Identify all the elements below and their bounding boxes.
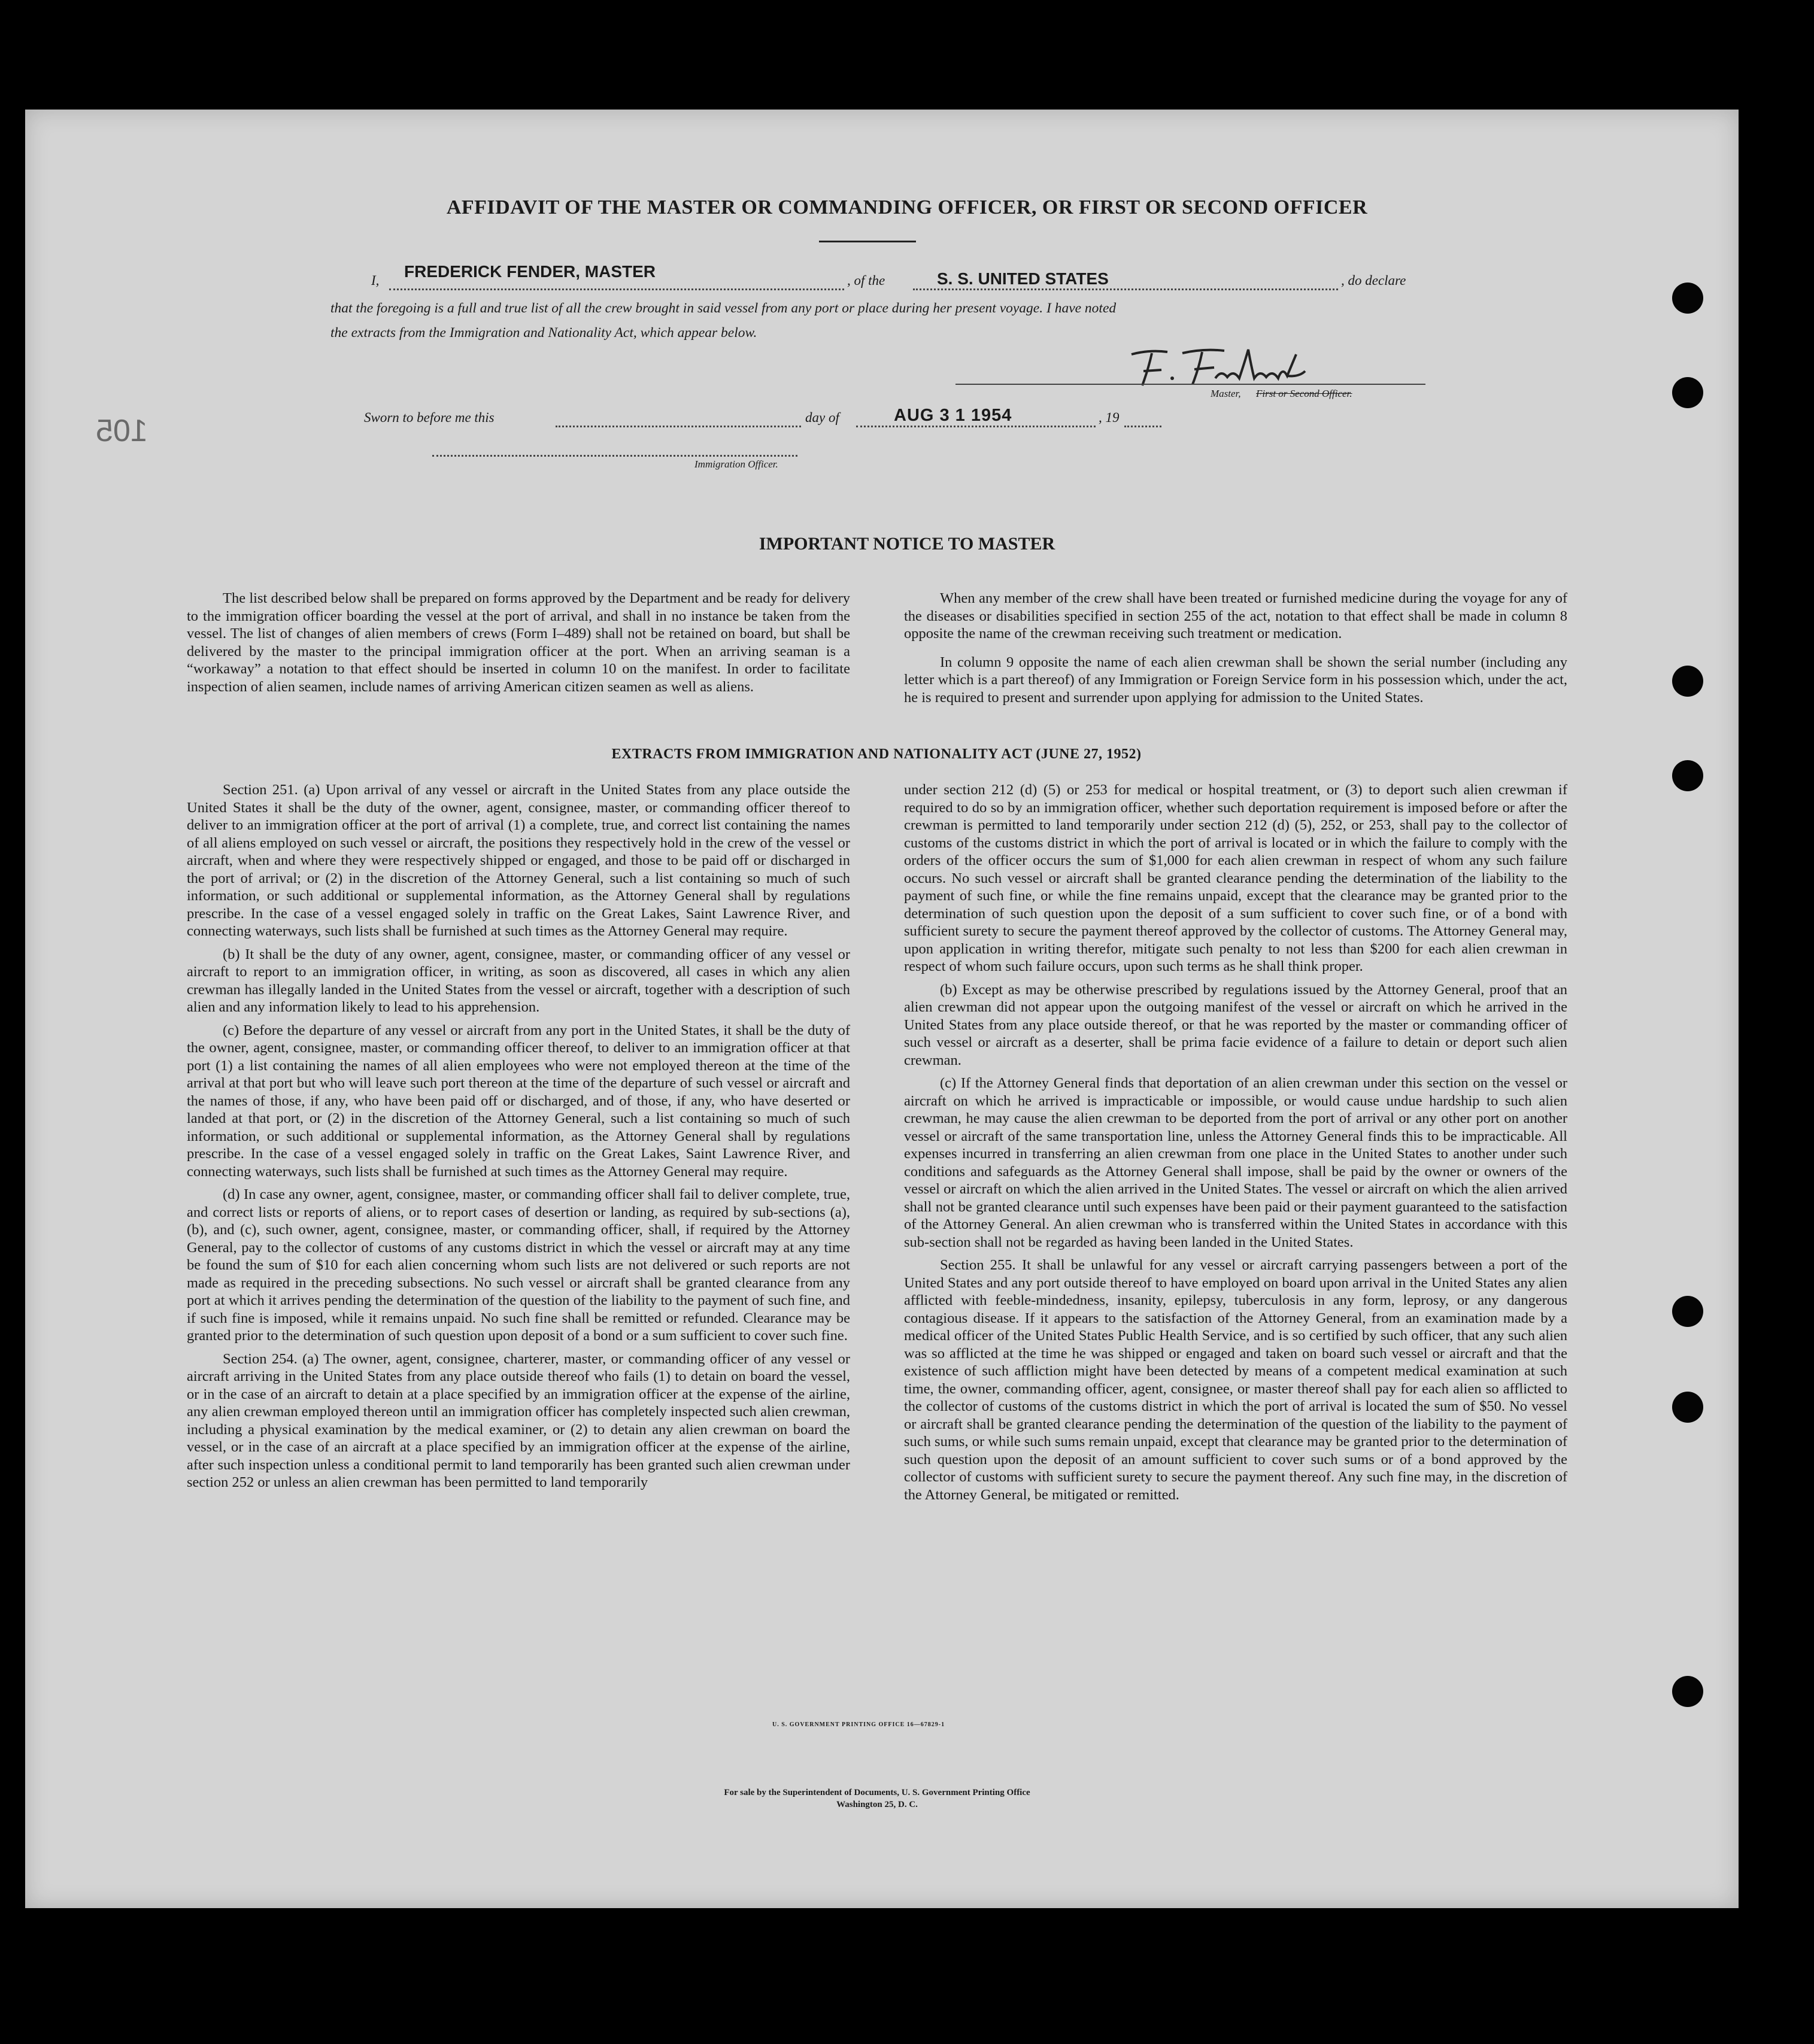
extracts-title: EXTRACTS FROM IMMIGRATION AND NATIONALITY ACT (JUNE 27, 1952) [611, 746, 1142, 762]
sale-notice-address: Washington 25, D. C. [836, 1800, 918, 1809]
sworn-month-line [856, 426, 1096, 427]
officer-label: Immigration Officer. [694, 458, 778, 470]
section-251-c: (c) Before the departure of any vessel or aircraft from any port in the United States, it shall be the duty of the owner, agent, consignee, master, or commanding officer thereof, to deliver to an immigration officer at that port (1) a list containing the names of all alien employees who were not employed thereon at the time of the arrival at that port but who will leave such port thereon at the time of the departure of such vessel or aircraft and the names of those, if any, who have been paid off or discharged, and of those, if any, who have deserted or landed at that port, or (2) in the discretion of the Attorney General, such a list containing so much of such information, or such additional or supplemental information, as the Attorney General shall by regulations prescribe. In the case of a vessel engaged solely in traffic on the Great Lakes, Saint Lawrence River, and connecting waterways, such lists shall be furnished at such times as the Attorney General may require. [187, 1022, 850, 1180]
sworn-day-line [556, 426, 801, 427]
notice-right-paragraph-2: In column 9 opposite the name of each alien crewman shall be shown the serial number (including any letter which is a part thereof) of any Immigration or Foreign Service form in his possession which, under the act, he is required to present and surrender upon applying for admission to the United States. [904, 654, 1567, 706]
of-the-label: , of the [847, 273, 885, 288]
notice-title: IMPORTANT NOTICE TO MASTER [759, 534, 1055, 554]
day-of-label: day of [805, 410, 839, 425]
punch-hole [1672, 1392, 1703, 1423]
year-line [1124, 426, 1161, 427]
punch-hole [1672, 666, 1703, 697]
sworn-label: Sworn to before me this [364, 410, 495, 425]
master-label: Master, [1211, 388, 1241, 399]
section-254-a: Section 254. (a) The owner, agent, consignee, charterer, master, or commanding officer of any vessel or aircraft arriving in the United States from any place outside thereof who fails (1) to detain on board the vessel, or in the case of an aircraft to detain at a place specified by an immigration officer at the expense of the airline, any alien crewman employed thereon until an immigration officer has completely inspected such alien crewman, including a physical examination by the medical examiner, or (2) to detain any alien crewman on board the vessel, or in the case of an aircraft at a place specified by an immigration officer at the expense of the airline, after such inspection unless a conditional permit to land temporarily has been granted such alien crewman under section 252 or unless an alien crewman has been permitted to land temporarily [187, 1350, 850, 1490]
notice-left-column [187, 590, 850, 695]
officer-signature-line [432, 455, 797, 457]
declarant-name[interactable]: FREDERICK FENDER, MASTER [404, 262, 656, 281]
declarant-line [389, 288, 844, 290]
declaration-line-3: the extracts from the Immigration and Nationality Act, which appear below. [330, 325, 757, 341]
date-stamp: AUG 3 1 1954 [894, 406, 1012, 425]
do-declare-label: , do declare [1341, 273, 1406, 288]
title-underline [819, 241, 916, 242]
punch-hole [1672, 760, 1703, 791]
struck-officer-label: First or Second Officer. [1256, 388, 1352, 399]
section-254-b: (b) Except as may be otherwise prescribed by regulations issued by the Attorney General, proof that an alien crewman did not appear upon the outgoing manifest of the vessel or aircraft on which he arrived in the United States from any place outside thereof, or that he was reported by the master or commanding officer of such vessel or aircraft as a deserter, shall be prima facie evidence of a failure to detain or deport such alien crewman. [904, 981, 1567, 1068]
section-255: Section 255. It shall be unlawful for any vessel or aircraft carrying passengers between a port of the United States and any port outside thereof to have employed on board upon arrival in the United States any alien afflicted with feeble-mindedness, insanity, epilepsy, tuberculosis in any form, leprosy, or any dangerous contagious disease. If it appears to the satisfaction of the Attorney General, from an examination made by a medical officer of the United States Public Health Service, and is so certified by such officer, that any such alien was so afflicted at the time he was shipped or engaged and taken on board such vessel or aircraft and that the existence of such affliction might have been detected by means of a competent medical examination at such time, the owner, commanding officer, agent, consignee, or master thereof shall pay for each alien so afflicted to the collector of customs of the customs district in which the port of arrival is located the sum of $50. No vessel or aircraft shall be granted clearance pending the determination of the question of the liability to the payment of such sums, or while such sums remain unpaid, except that clearance may be granted prior to the determination of such question upon the deposit of an amount sufficient to cover such sums or of a bond approved by the collector of customs with sufficient surety to secure the payment thereof. Any such fine may, in the discretion of the Attorney General, be mitigated or remitted. [904, 1257, 1567, 1503]
i-label: I, [371, 273, 380, 288]
punch-hole [1672, 283, 1703, 314]
notice-left-paragraph: The list described below shall be prepared on forms approved by the Department and be ready for delivery to the immigration officer boarding the vessel at the port of arrival, and shall in no instance be taken from the vessel. The list of changes of alien members of crews (Form I–489) shall not be retained on board, but shall be delivered by the master to the principal immigration officer at the port. When an arriving seaman is a “workaway” a notation to that effect should be inserted in column 10 on the manifest. In order to facilitate inspection of alien seamen, include names of arriving American citizen seamen as well as aliens. [187, 590, 850, 695]
punch-hole [1672, 1296, 1703, 1327]
section-254-c: (c) If the Attorney General finds that deportation of an alien crewman under this section on the vessel or aircraft on which he arrived is impracticable or impossible, or would cause undue hardship to such alien crewman, he may cause the alien crewman to be deported from the port of arrival or any other port on another vessel or aircraft of the same transportation line, unless the Attorney General finds this to be impracticable. All expenses incurred in transferring an alien crewman from one place in the United States to another under such conditions and safeguards as the Attorney General shall impose, shall be paid by the owner or owners of the vessel or aircraft on which the alien arrived in the United States. The vessel or aircraft on which the alien arrived shall not be granted clearance until such expenses have been paid or their payment guaranteed to the satisfaction of the Attorney General. An alien crewman who is transferred within the United States in accordance with this sub-section shall not be regarded as having been landed in the United States. [904, 1075, 1567, 1250]
section-251-b: (b) It shall be the duty of any owner, agent, consignee, master, or commanding officer of any vessel or aircraft to report to an immigration officer, in writing, as soon as discovered, all cases in which any alien crewman has illegally landed in the United States from the vessel or aircraft, together with a description of such alien and any information likely to lead to his apprehension. [187, 946, 850, 1015]
declaration-line-2: that the foregoing is a full and true list of all the crew brought in said vessel from any port or place during her present voyage. I have noted [330, 300, 1117, 316]
section-251-d: (d) In case any owner, agent, consignee, master, or commanding officer shall fail to deliver complete, true, and correct lists or reports of aliens, or to report cases of desertion or landing, as required by sub-sections (a), (b), and (c), such owner, agent, consignee, master, or commanding officer, shall, if required by the Attorney General, pay to the collector of customs of any customs district in which the vessel or aircraft may at any time be found the sum of $10 for each alien concerning whom such lists are not delivered or such reports are not made as required in the preceding subsections. No such vessel or aircraft shall be granted clearance from any port at which it arrives pending the determination of the question of the liability to the payment of such fine, and if such fine is imposed, while it remains unpaid. No such fine shall be remitted or refunded. Clearance may be granted prior to the determination of such question upon deposit of a bond or a sum sufficient to cover such fine. [187, 1186, 850, 1344]
affidavit-title: AFFIDAVIT OF THE MASTER OR COMMANDING OFFICER, OR FIRST OR SECOND OFFICER [446, 196, 1368, 218]
section-254-a-continued: under section 212 (d) (5) or 253 for medical or hospital treatment, or (3) to deport such alien crewman if required to do so by an immigration officer, whether such deportation requirement is imposed before or after the crewman is permitted to land temporarily under section 212 (d) (5), 252, or 253, shall pay to the collector of customs of the customs district in which the port of arrival is located or in which the failure to comply with the orders of the officer occurs the sum of $1,000 for each alien crewman in respect of whom any such failure occurs. No such vessel or aircraft shall be granted clearance pending the determination of the liability to the payment of such fine, or while the fine remains unpaid, except that the clearance may be granted prior to the determination of such question upon the deposit of a sum sufficient to cover such fine, or of a bond with sufficient surety to secure the payment thereof approved by the collector of customs. The Attorney General may, upon application in writing therefor, mitigate such penalty to not less than $200 for each alien crewman in respect of whom such failure occurs, upon such terms as he shall think proper. [904, 782, 1567, 974]
notice-right-column [904, 590, 1567, 706]
signature-line [955, 384, 1425, 385]
notice-right-paragraph-1: When any member of the crew shall have been treated or furnished medicine during the voyage for any of the diseases or disabilities specified in section 255 of the act, notation to that effect shall be made in column 8 opposite the name of the crewman receiving such treatment or medication. [904, 590, 1567, 642]
margin-number: 105 [96, 414, 148, 448]
section-251-a: Section 251. (a) Upon arrival of any vessel or aircraft in the United States from any place outside the United States it shall be the duty of the owner, agent, consignee, master, or commanding officer thereof to deliver to an immigration officer at the port of arrival (1) a complete, true, and correct list containing the names of all aliens employed on such vessel or aircraft, the positions they respectively hold in the crew of the vessel or aircraft, when and where they were respectively shipped or engaged, and those to be paid off or discharged in the port of arrival; or (2) in the discretion of the Attorney General, such a list containing so much of such information, or such additional or supplemental information, as the Attorney General shall by regulations prescribe. In the case of a vessel engaged solely in traffic on the Great Lakes, Saint Lawrence River, and connecting waterways, such lists shall be furnished at such times as the Attorney General may require. [187, 782, 850, 939]
extracts-left-column [187, 781, 850, 1492]
punch-hole [1672, 1676, 1703, 1707]
master-signature [1126, 342, 1365, 390]
sale-notice: For sale by the Superintendent of Documents, U. S. Government Printing Office [724, 1788, 1030, 1797]
year-label: , 19 [1099, 410, 1120, 425]
extracts-right-column [904, 781, 1567, 1504]
punch-hole [1672, 377, 1703, 408]
vessel-line [913, 288, 1338, 290]
vessel-name[interactable]: S. S. UNITED STATES [937, 269, 1109, 288]
gpo-imprint: U. S. GOVERNMENT PRINTING OFFICE 16—67829-1 [772, 1721, 945, 1728]
